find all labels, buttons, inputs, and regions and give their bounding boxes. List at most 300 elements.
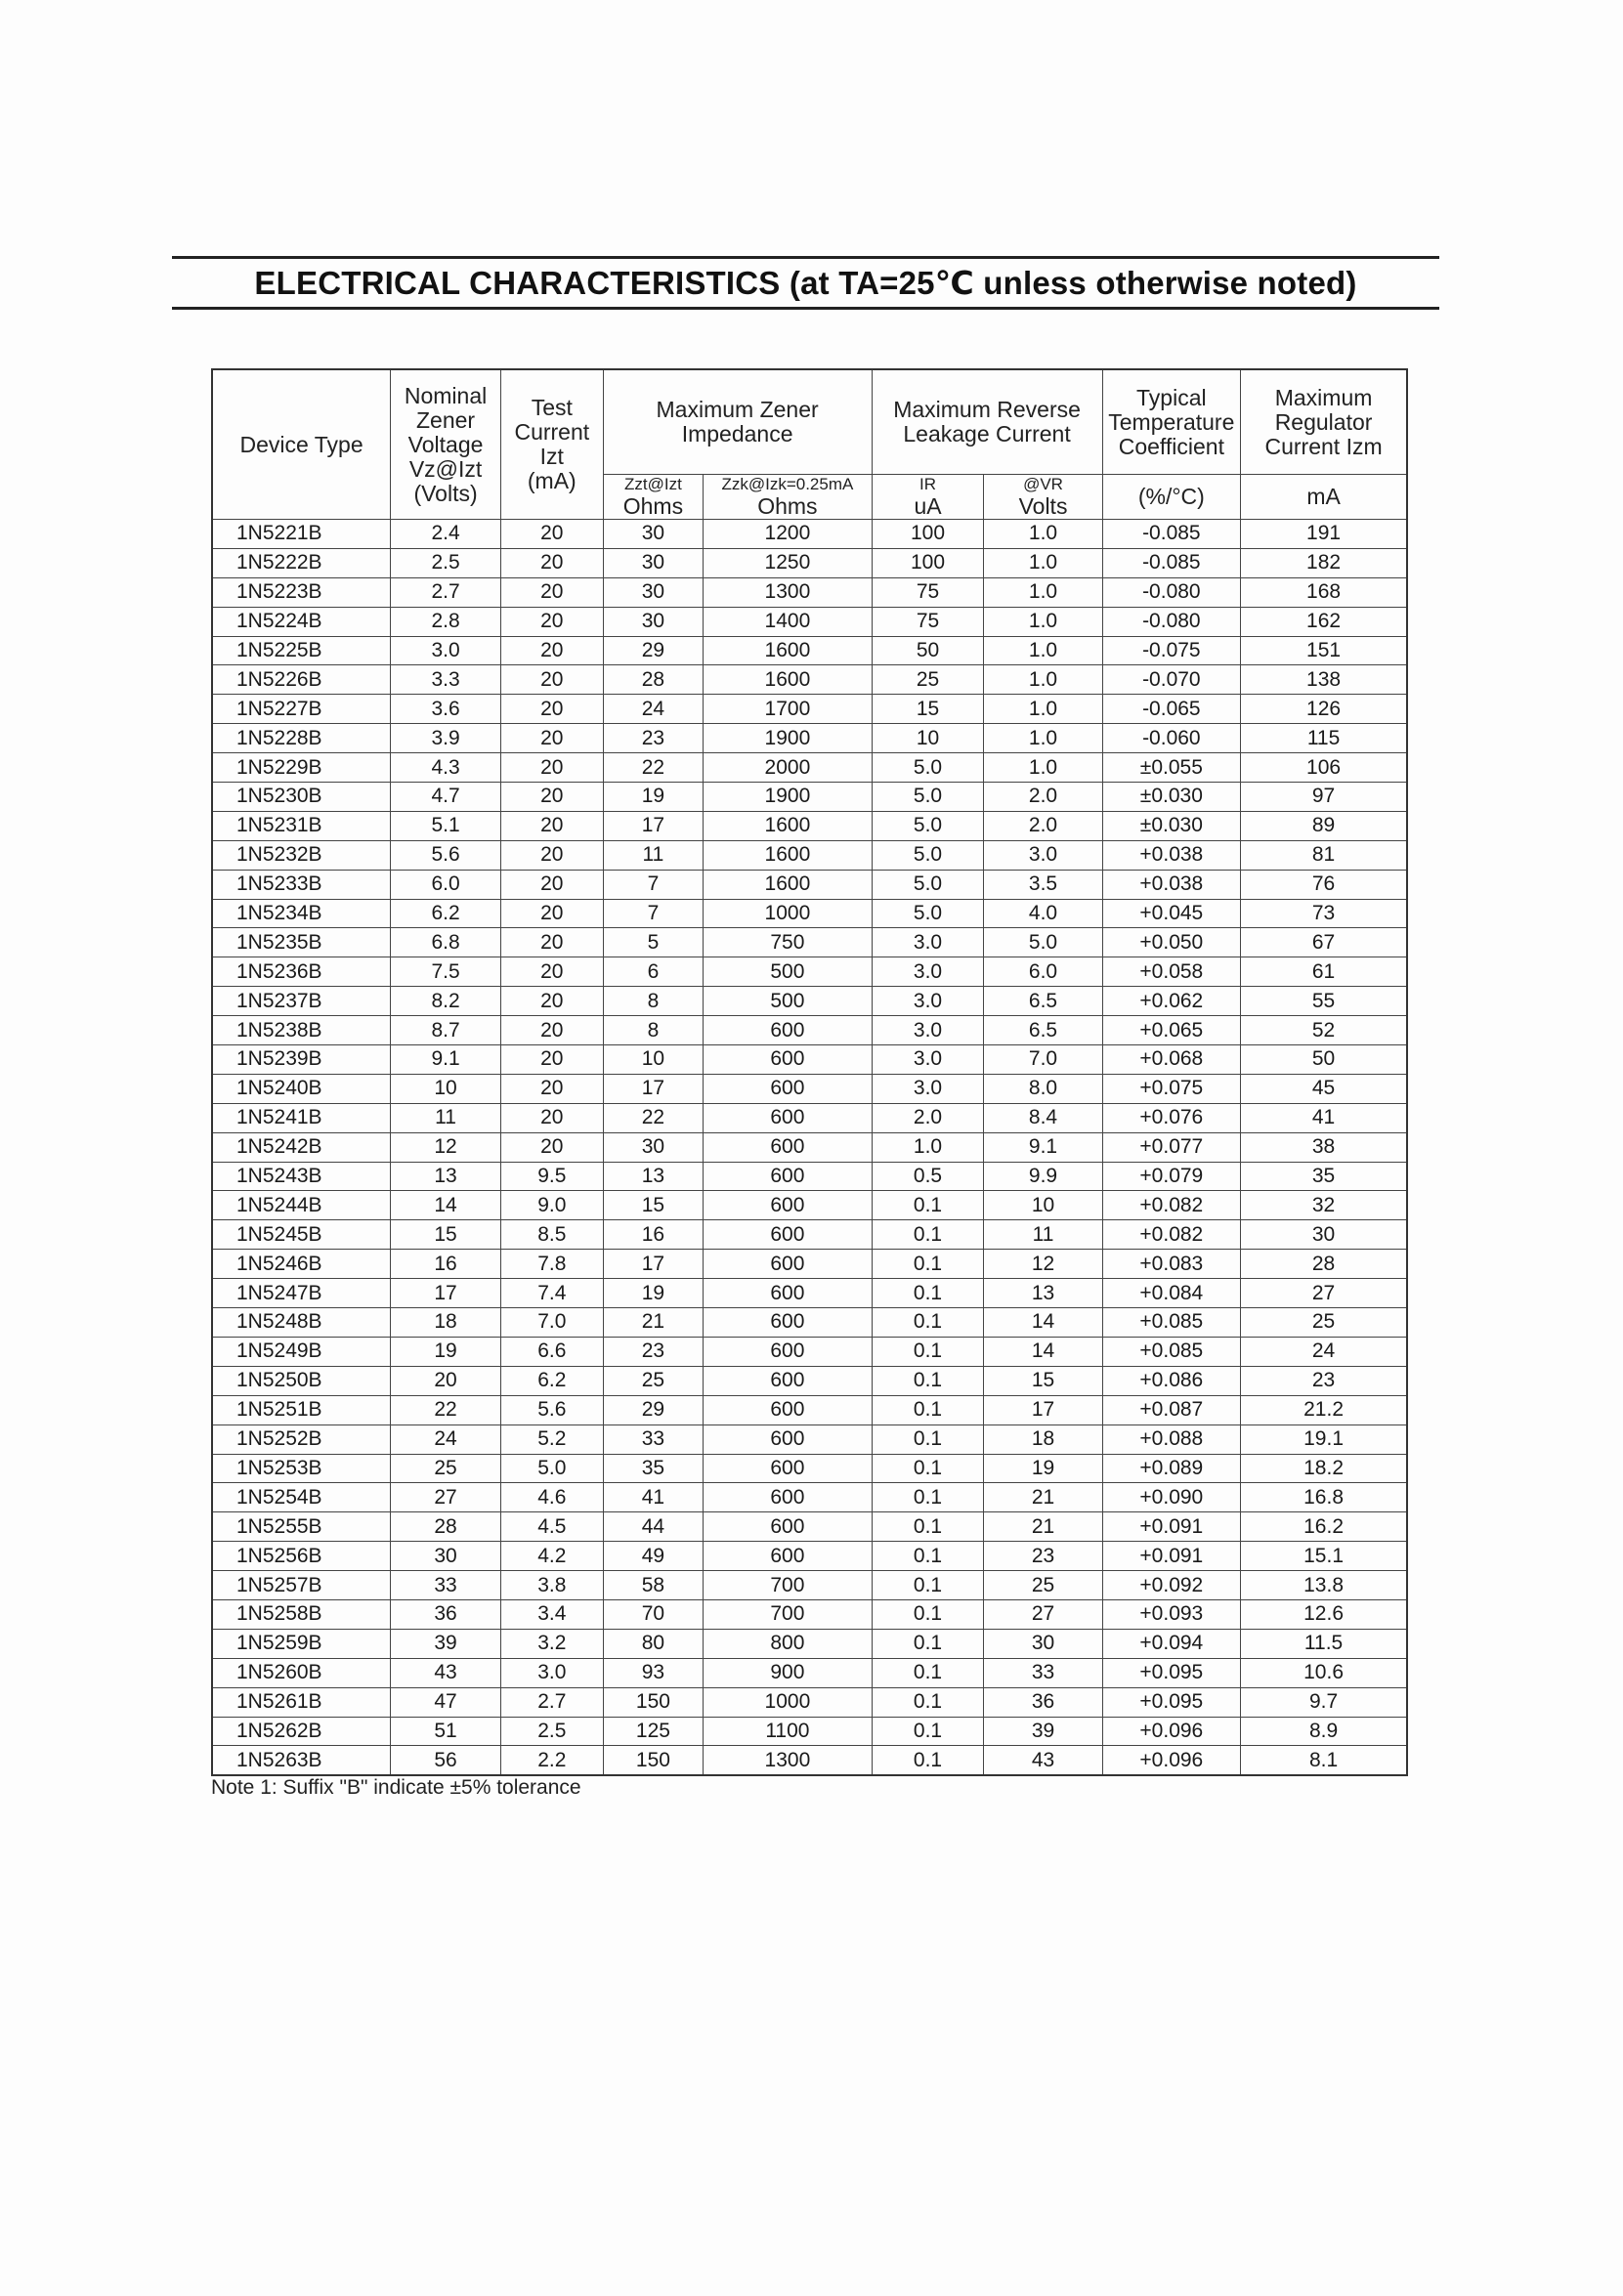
cell-ir: 0.1 (872, 1395, 984, 1424)
cell-test-current: 20 (500, 783, 603, 812)
cell-izm: 10.6 (1241, 1658, 1407, 1687)
cell-zener-voltage: 18 (391, 1308, 501, 1338)
cell-zzt: 30 (603, 577, 704, 607)
cell-test-current: 20 (500, 1074, 603, 1103)
cell-zener-voltage: 6.2 (391, 899, 501, 928)
cell-izm: 15.1 (1241, 1542, 1407, 1571)
cell-zzk: 1600 (704, 870, 872, 899)
cell-device-type: 1N5255B (212, 1512, 391, 1542)
cell-zener-voltage: 22 (391, 1395, 501, 1424)
cell-zener-voltage: 10 (391, 1074, 501, 1103)
cell-zzk: 600 (704, 1279, 872, 1308)
cell-vr: 9.1 (984, 1132, 1102, 1162)
cell-test-current: 20 (500, 665, 603, 695)
cell-izm: 32 (1241, 1191, 1407, 1220)
cell-test-current: 4.6 (500, 1483, 603, 1512)
cell-test-current: 2.5 (500, 1717, 603, 1746)
cell-ir: 5.0 (872, 840, 984, 870)
cell-izm: 35 (1241, 1162, 1407, 1191)
cell-ir: 0.1 (872, 1483, 984, 1512)
cell-temp-coeff: +0.076 (1102, 1103, 1241, 1132)
cell-ir: 100 (872, 548, 984, 577)
cell-temp-coeff: +0.077 (1102, 1132, 1241, 1162)
cell-temp-coeff: +0.094 (1102, 1629, 1241, 1658)
cell-test-current: 20 (500, 577, 603, 607)
cell-temp-coeff: +0.038 (1102, 870, 1241, 899)
cell-zzk: 600 (704, 1512, 872, 1542)
cell-test-current: 20 (500, 695, 603, 724)
cell-zzt: 16 (603, 1220, 704, 1250)
cell-device-type: 1N5248B (212, 1308, 391, 1338)
cell-vr: 8.0 (984, 1074, 1102, 1103)
cell-temp-coeff: +0.092 (1102, 1571, 1241, 1600)
cell-zzt: 8 (603, 987, 704, 1016)
cell-device-type: 1N5247B (212, 1279, 391, 1308)
cell-device-type: 1N5231B (212, 811, 391, 840)
cell-zener-voltage: 3.3 (391, 665, 501, 695)
cell-temp-coeff: +0.045 (1102, 899, 1241, 928)
cell-temp-coeff: ±0.030 (1102, 783, 1241, 812)
cell-ir: 0.1 (872, 1308, 984, 1338)
header-test-current (500, 369, 603, 520)
cell-ir: 0.1 (872, 1629, 984, 1658)
cell-device-type: 1N5263B (212, 1746, 391, 1775)
cell-device-type: 1N5238B (212, 1016, 391, 1045)
header-zzt-ohms: Ohms (622, 493, 684, 519)
table-row (212, 1103, 1407, 1132)
cell-zener-voltage: 36 (391, 1599, 501, 1629)
cell-ir: 10 (872, 724, 984, 753)
cell-temp-coeff: +0.062 (1102, 987, 1241, 1016)
cell-izm: 25 (1241, 1308, 1407, 1338)
cell-zzk: 1900 (704, 783, 872, 812)
cell-izm: 76 (1241, 870, 1407, 899)
cell-temp-coeff: ±0.055 (1102, 753, 1241, 783)
cell-zzt: 23 (603, 1337, 704, 1366)
cell-device-type: 1N5252B (212, 1424, 391, 1454)
cell-ir: 15 (872, 695, 984, 724)
table-row (212, 548, 1407, 577)
table-row (212, 1016, 1407, 1045)
cell-zzt: 6 (603, 957, 704, 987)
cell-zzk: 1200 (704, 520, 872, 549)
page-title: ELECTRICAL CHARACTERISTICS (at TA=25℃ unless otherwise noted) (254, 265, 1357, 301)
table-row (212, 1746, 1407, 1775)
cell-zener-voltage: 19 (391, 1337, 501, 1366)
cell-izm: 168 (1241, 577, 1407, 607)
table-row (212, 1629, 1407, 1658)
cell-zener-voltage: 4.3 (391, 753, 501, 783)
cell-vr: 1.0 (984, 695, 1102, 724)
cell-ir: 0.1 (872, 1424, 984, 1454)
cell-zzk: 1600 (704, 811, 872, 840)
cell-izm: 182 (1241, 548, 1407, 577)
cell-vr: 25 (984, 1571, 1102, 1600)
cell-zener-voltage: 30 (391, 1542, 501, 1571)
cell-zzk: 700 (704, 1599, 872, 1629)
cell-zzt: 13 (603, 1162, 704, 1191)
cell-zener-voltage: 7.5 (391, 957, 501, 987)
cell-temp-coeff: -0.085 (1102, 548, 1241, 577)
cell-test-current: 20 (500, 870, 603, 899)
table-row (212, 1658, 1407, 1687)
cell-temp-coeff: +0.089 (1102, 1454, 1241, 1483)
table-row (212, 1483, 1407, 1512)
cell-zzk: 600 (704, 1045, 872, 1075)
cell-vr: 21 (984, 1512, 1102, 1542)
cell-izm: 8.9 (1241, 1717, 1407, 1746)
cell-device-type: 1N5262B (212, 1717, 391, 1746)
cell-zener-voltage: 6.8 (391, 928, 501, 957)
table-row (212, 987, 1407, 1016)
cell-device-type: 1N5256B (212, 1542, 391, 1571)
header-vr-volts: Volts (1018, 493, 1068, 519)
table-row (212, 1220, 1407, 1250)
cell-zzt: 10 (603, 1045, 704, 1075)
cell-device-type: 1N5228B (212, 724, 391, 753)
cell-zzk: 1000 (704, 899, 872, 928)
cell-zzk: 1600 (704, 840, 872, 870)
cell-test-current: 20 (500, 1103, 603, 1132)
cell-zzt: 35 (603, 1454, 704, 1483)
cell-test-current: 6.6 (500, 1337, 603, 1366)
cell-vr: 1.0 (984, 636, 1102, 665)
cell-zzt: 17 (603, 1250, 704, 1279)
cell-test-current: 7.8 (500, 1250, 603, 1279)
cell-ir: 1.0 (872, 1132, 984, 1162)
cell-device-type: 1N5253B (212, 1454, 391, 1483)
cell-device-type: 1N5258B (212, 1599, 391, 1629)
header-temp-coefficient: Typical Temperature Coefficient (1102, 369, 1241, 475)
cell-vr: 33 (984, 1658, 1102, 1687)
table-row (212, 1162, 1407, 1191)
cell-zzt: 33 (603, 1424, 704, 1454)
cell-test-current: 5.6 (500, 1395, 603, 1424)
cell-temp-coeff: +0.093 (1102, 1599, 1241, 1629)
cell-test-current: 2.2 (500, 1746, 603, 1775)
cell-device-type: 1N5223B (212, 577, 391, 607)
cell-ir: 3.0 (872, 1074, 984, 1103)
cell-device-type: 1N5242B (212, 1132, 391, 1162)
cell-zzk: 1900 (704, 724, 872, 753)
cell-zzt: 49 (603, 1542, 704, 1571)
table-row (212, 1571, 1407, 1600)
header-max-current-unit: mA (1241, 475, 1407, 520)
table-row (212, 783, 1407, 812)
cell-zzt: 22 (603, 1103, 704, 1132)
cell-temp-coeff: +0.084 (1102, 1279, 1241, 1308)
cell-vr: 9.9 (984, 1162, 1102, 1191)
cell-ir: 5.0 (872, 811, 984, 840)
cell-vr: 1.0 (984, 724, 1102, 753)
header-max-regulator-current: Maximum Regulator Current Izm (1241, 369, 1407, 475)
cell-zener-voltage: 2.4 (391, 520, 501, 549)
cell-zzt: 28 (603, 665, 704, 695)
cell-izm: 50 (1241, 1045, 1407, 1075)
cell-vr: 1.0 (984, 607, 1102, 636)
cell-device-type: 1N5257B (212, 1571, 391, 1600)
cell-zzk: 600 (704, 1424, 872, 1454)
cell-izm: 9.7 (1241, 1687, 1407, 1717)
table-row (212, 1542, 1407, 1571)
cell-izm: 16.2 (1241, 1512, 1407, 1542)
cell-zzk: 600 (704, 1103, 872, 1132)
cell-ir: 50 (872, 636, 984, 665)
cell-temp-coeff: -0.080 (1102, 577, 1241, 607)
cell-zzt: 15 (603, 1191, 704, 1220)
table-row (212, 695, 1407, 724)
cell-ir: 3.0 (872, 1016, 984, 1045)
cell-zzt: 150 (603, 1687, 704, 1717)
cell-ir: 0.1 (872, 1542, 984, 1571)
cell-temp-coeff: +0.091 (1102, 1542, 1241, 1571)
table-row (212, 1045, 1407, 1075)
cell-zzk: 600 (704, 1074, 872, 1103)
cell-izm: 55 (1241, 987, 1407, 1016)
cell-temp-coeff: -0.060 (1102, 724, 1241, 753)
cell-device-type: 1N5232B (212, 840, 391, 870)
cell-vr: 1.0 (984, 753, 1102, 783)
cell-vr: 15 (984, 1366, 1102, 1395)
table-row (212, 1337, 1407, 1366)
cell-zzt: 44 (603, 1512, 704, 1542)
table-row (212, 636, 1407, 665)
cell-ir: 0.1 (872, 1658, 984, 1687)
cell-ir: 5.0 (872, 753, 984, 783)
cell-temp-coeff: +0.085 (1102, 1337, 1241, 1366)
cell-izm: 38 (1241, 1132, 1407, 1162)
cell-zener-voltage: 5.6 (391, 840, 501, 870)
cell-zzk: 700 (704, 1571, 872, 1600)
cell-zener-voltage: 2.5 (391, 548, 501, 577)
cell-izm: 16.8 (1241, 1483, 1407, 1512)
cell-temp-coeff: +0.095 (1102, 1687, 1241, 1717)
cell-zzk: 1600 (704, 665, 872, 695)
cell-vr: 5.0 (984, 928, 1102, 957)
cell-ir: 25 (872, 665, 984, 695)
cell-temp-coeff: +0.090 (1102, 1483, 1241, 1512)
cell-zzk: 600 (704, 1162, 872, 1191)
cell-temp-coeff: +0.088 (1102, 1424, 1241, 1454)
table-row (212, 811, 1407, 840)
cell-temp-coeff: +0.050 (1102, 928, 1241, 957)
header-nominal-voltage-unit: (Volts) (413, 480, 478, 506)
cell-zener-voltage: 17 (391, 1279, 501, 1308)
cell-test-current: 7.4 (500, 1279, 603, 1308)
cell-zener-voltage: 14 (391, 1191, 501, 1220)
cell-zzt: 21 (603, 1308, 704, 1338)
cell-temp-coeff: +0.095 (1102, 1658, 1241, 1687)
tolerance-note: Note 1: Suffix "B" indicate ±5% tolerance (211, 1776, 581, 1799)
cell-vr: 21 (984, 1483, 1102, 1512)
cell-test-current: 3.0 (500, 1658, 603, 1687)
header-temp-coeff-unit: (%/°C) (1102, 475, 1241, 520)
header-ir-unit (872, 475, 984, 520)
title-top-rule (172, 256, 1439, 259)
cell-zzt: 17 (603, 811, 704, 840)
cell-vr: 17 (984, 1395, 1102, 1424)
cell-zzt: 11 (603, 840, 704, 870)
table-row (212, 577, 1407, 607)
cell-test-current: 3.8 (500, 1571, 603, 1600)
table-row (212, 840, 1407, 870)
cell-zener-voltage: 5.1 (391, 811, 501, 840)
table-row (212, 753, 1407, 783)
cell-izm: 81 (1241, 840, 1407, 870)
cell-test-current: 6.2 (500, 1366, 603, 1395)
cell-zener-voltage: 15 (391, 1220, 501, 1250)
cell-ir: 5.0 (872, 783, 984, 812)
cell-zzt: 19 (603, 783, 704, 812)
cell-zzk: 1600 (704, 636, 872, 665)
cell-ir: 75 (872, 577, 984, 607)
cell-zener-voltage: 3.6 (391, 695, 501, 724)
cell-device-type: 1N5230B (212, 783, 391, 812)
cell-zener-voltage: 9.1 (391, 1045, 501, 1075)
table-row (212, 1366, 1407, 1395)
cell-test-current: 20 (500, 607, 603, 636)
cell-device-type: 1N5221B (212, 520, 391, 549)
cell-ir: 0.1 (872, 1571, 984, 1600)
cell-ir: 75 (872, 607, 984, 636)
cell-zener-voltage: 27 (391, 1483, 501, 1512)
cell-ir: 5.0 (872, 870, 984, 899)
cell-ir: 0.1 (872, 1191, 984, 1220)
cell-temp-coeff: +0.083 (1102, 1250, 1241, 1279)
cell-zzk: 600 (704, 1542, 872, 1571)
table-row (212, 928, 1407, 957)
cell-izm: 191 (1241, 520, 1407, 549)
cell-temp-coeff: ±0.030 (1102, 811, 1241, 840)
cell-izm: 30 (1241, 1220, 1407, 1250)
cell-test-current: 20 (500, 899, 603, 928)
cell-vr: 8.4 (984, 1103, 1102, 1132)
cell-test-current: 20 (500, 1045, 603, 1075)
cell-temp-coeff: -0.070 (1102, 665, 1241, 695)
cell-izm: 151 (1241, 636, 1407, 665)
cell-zzt: 5 (603, 928, 704, 957)
header-vr-unit (984, 475, 1102, 520)
table-row (212, 665, 1407, 695)
cell-device-type: 1N5249B (212, 1337, 391, 1366)
cell-test-current: 4.5 (500, 1512, 603, 1542)
cell-izm: 67 (1241, 928, 1407, 957)
cell-temp-coeff: +0.091 (1102, 1512, 1241, 1542)
cell-device-type: 1N5226B (212, 665, 391, 695)
header-leakage-current: Maximum Reverse Leakage Current (872, 369, 1102, 475)
cell-zzk: 600 (704, 1366, 872, 1395)
cell-test-current: 20 (500, 1016, 603, 1045)
cell-vr: 14 (984, 1308, 1102, 1338)
cell-zzt: 30 (603, 607, 704, 636)
cell-zzt: 41 (603, 1483, 704, 1512)
cell-zener-voltage: 12 (391, 1132, 501, 1162)
cell-ir: 3.0 (872, 1045, 984, 1075)
cell-test-current: 20 (500, 724, 603, 753)
cell-device-type: 1N5254B (212, 1483, 391, 1512)
cell-zener-voltage: 33 (391, 1571, 501, 1600)
cell-vr: 6.5 (984, 987, 1102, 1016)
electrical-characteristics-table (211, 368, 1408, 1776)
cell-device-type: 1N5229B (212, 753, 391, 783)
cell-zzt: 30 (603, 548, 704, 577)
cell-temp-coeff: +0.085 (1102, 1308, 1241, 1338)
cell-ir: 3.0 (872, 957, 984, 987)
table-row (212, 1512, 1407, 1542)
cell-zener-voltage: 2.7 (391, 577, 501, 607)
cell-device-type: 1N5235B (212, 928, 391, 957)
cell-izm: 73 (1241, 899, 1407, 928)
table-row (212, 1308, 1407, 1338)
title-bottom-rule (172, 307, 1439, 310)
cell-zzk: 500 (704, 987, 872, 1016)
cell-zzk: 900 (704, 1658, 872, 1687)
cell-temp-coeff: -0.065 (1102, 695, 1241, 724)
cell-device-type: 1N5261B (212, 1687, 391, 1717)
cell-zener-voltage: 25 (391, 1454, 501, 1483)
header-ir: IR (919, 475, 937, 493)
cell-vr: 6.5 (984, 1016, 1102, 1045)
cell-zzk: 600 (704, 1220, 872, 1250)
cell-device-type: 1N5240B (212, 1074, 391, 1103)
cell-zener-voltage: 51 (391, 1717, 501, 1746)
cell-izm: 21.2 (1241, 1395, 1407, 1424)
cell-zener-voltage: 3.9 (391, 724, 501, 753)
cell-device-type: 1N5246B (212, 1250, 391, 1279)
cell-zener-voltage: 4.7 (391, 783, 501, 812)
cell-izm: 19.1 (1241, 1424, 1407, 1454)
cell-zzt: 24 (603, 695, 704, 724)
header-zzk-ohms: Ohms (757, 493, 818, 519)
header-test-current-unit: (mA) (527, 468, 577, 493)
cell-test-current: 20 (500, 1132, 603, 1162)
table-row (212, 1599, 1407, 1629)
cell-zzt: 150 (603, 1746, 704, 1775)
table-body (212, 520, 1407, 1776)
cell-zzk: 1300 (704, 1746, 872, 1775)
cell-zener-voltage: 24 (391, 1424, 501, 1454)
cell-zzt: 93 (603, 1658, 704, 1687)
cell-vr: 30 (984, 1629, 1102, 1658)
header-ir-ua: uA (914, 493, 942, 519)
cell-device-type: 1N5224B (212, 607, 391, 636)
cell-test-current: 20 (500, 987, 603, 1016)
cell-izm: 89 (1241, 811, 1407, 840)
cell-device-type: 1N5236B (212, 957, 391, 987)
header-nominal-voltage-label: Nominal Zener Voltage Vz@Izt (404, 382, 488, 482)
cell-vr: 1.0 (984, 520, 1102, 549)
cell-temp-coeff: +0.082 (1102, 1191, 1241, 1220)
cell-ir: 0.1 (872, 1746, 984, 1775)
cell-device-type: 1N5241B (212, 1103, 391, 1132)
cell-zzt: 80 (603, 1629, 704, 1658)
cell-ir: 5.0 (872, 899, 984, 928)
cell-device-type: 1N5259B (212, 1629, 391, 1658)
cell-temp-coeff: +0.058 (1102, 957, 1241, 987)
cell-temp-coeff: +0.068 (1102, 1045, 1241, 1075)
cell-vr: 19 (984, 1454, 1102, 1483)
cell-zzt: 17 (603, 1074, 704, 1103)
cell-zzk: 600 (704, 1337, 872, 1366)
cell-temp-coeff: +0.096 (1102, 1717, 1241, 1746)
cell-izm: 61 (1241, 957, 1407, 987)
table-row (212, 1687, 1407, 1717)
cell-ir: 0.1 (872, 1220, 984, 1250)
cell-zzk: 600 (704, 1454, 872, 1483)
cell-device-type: 1N5260B (212, 1658, 391, 1687)
table-row (212, 607, 1407, 636)
cell-zzk: 600 (704, 1308, 872, 1338)
